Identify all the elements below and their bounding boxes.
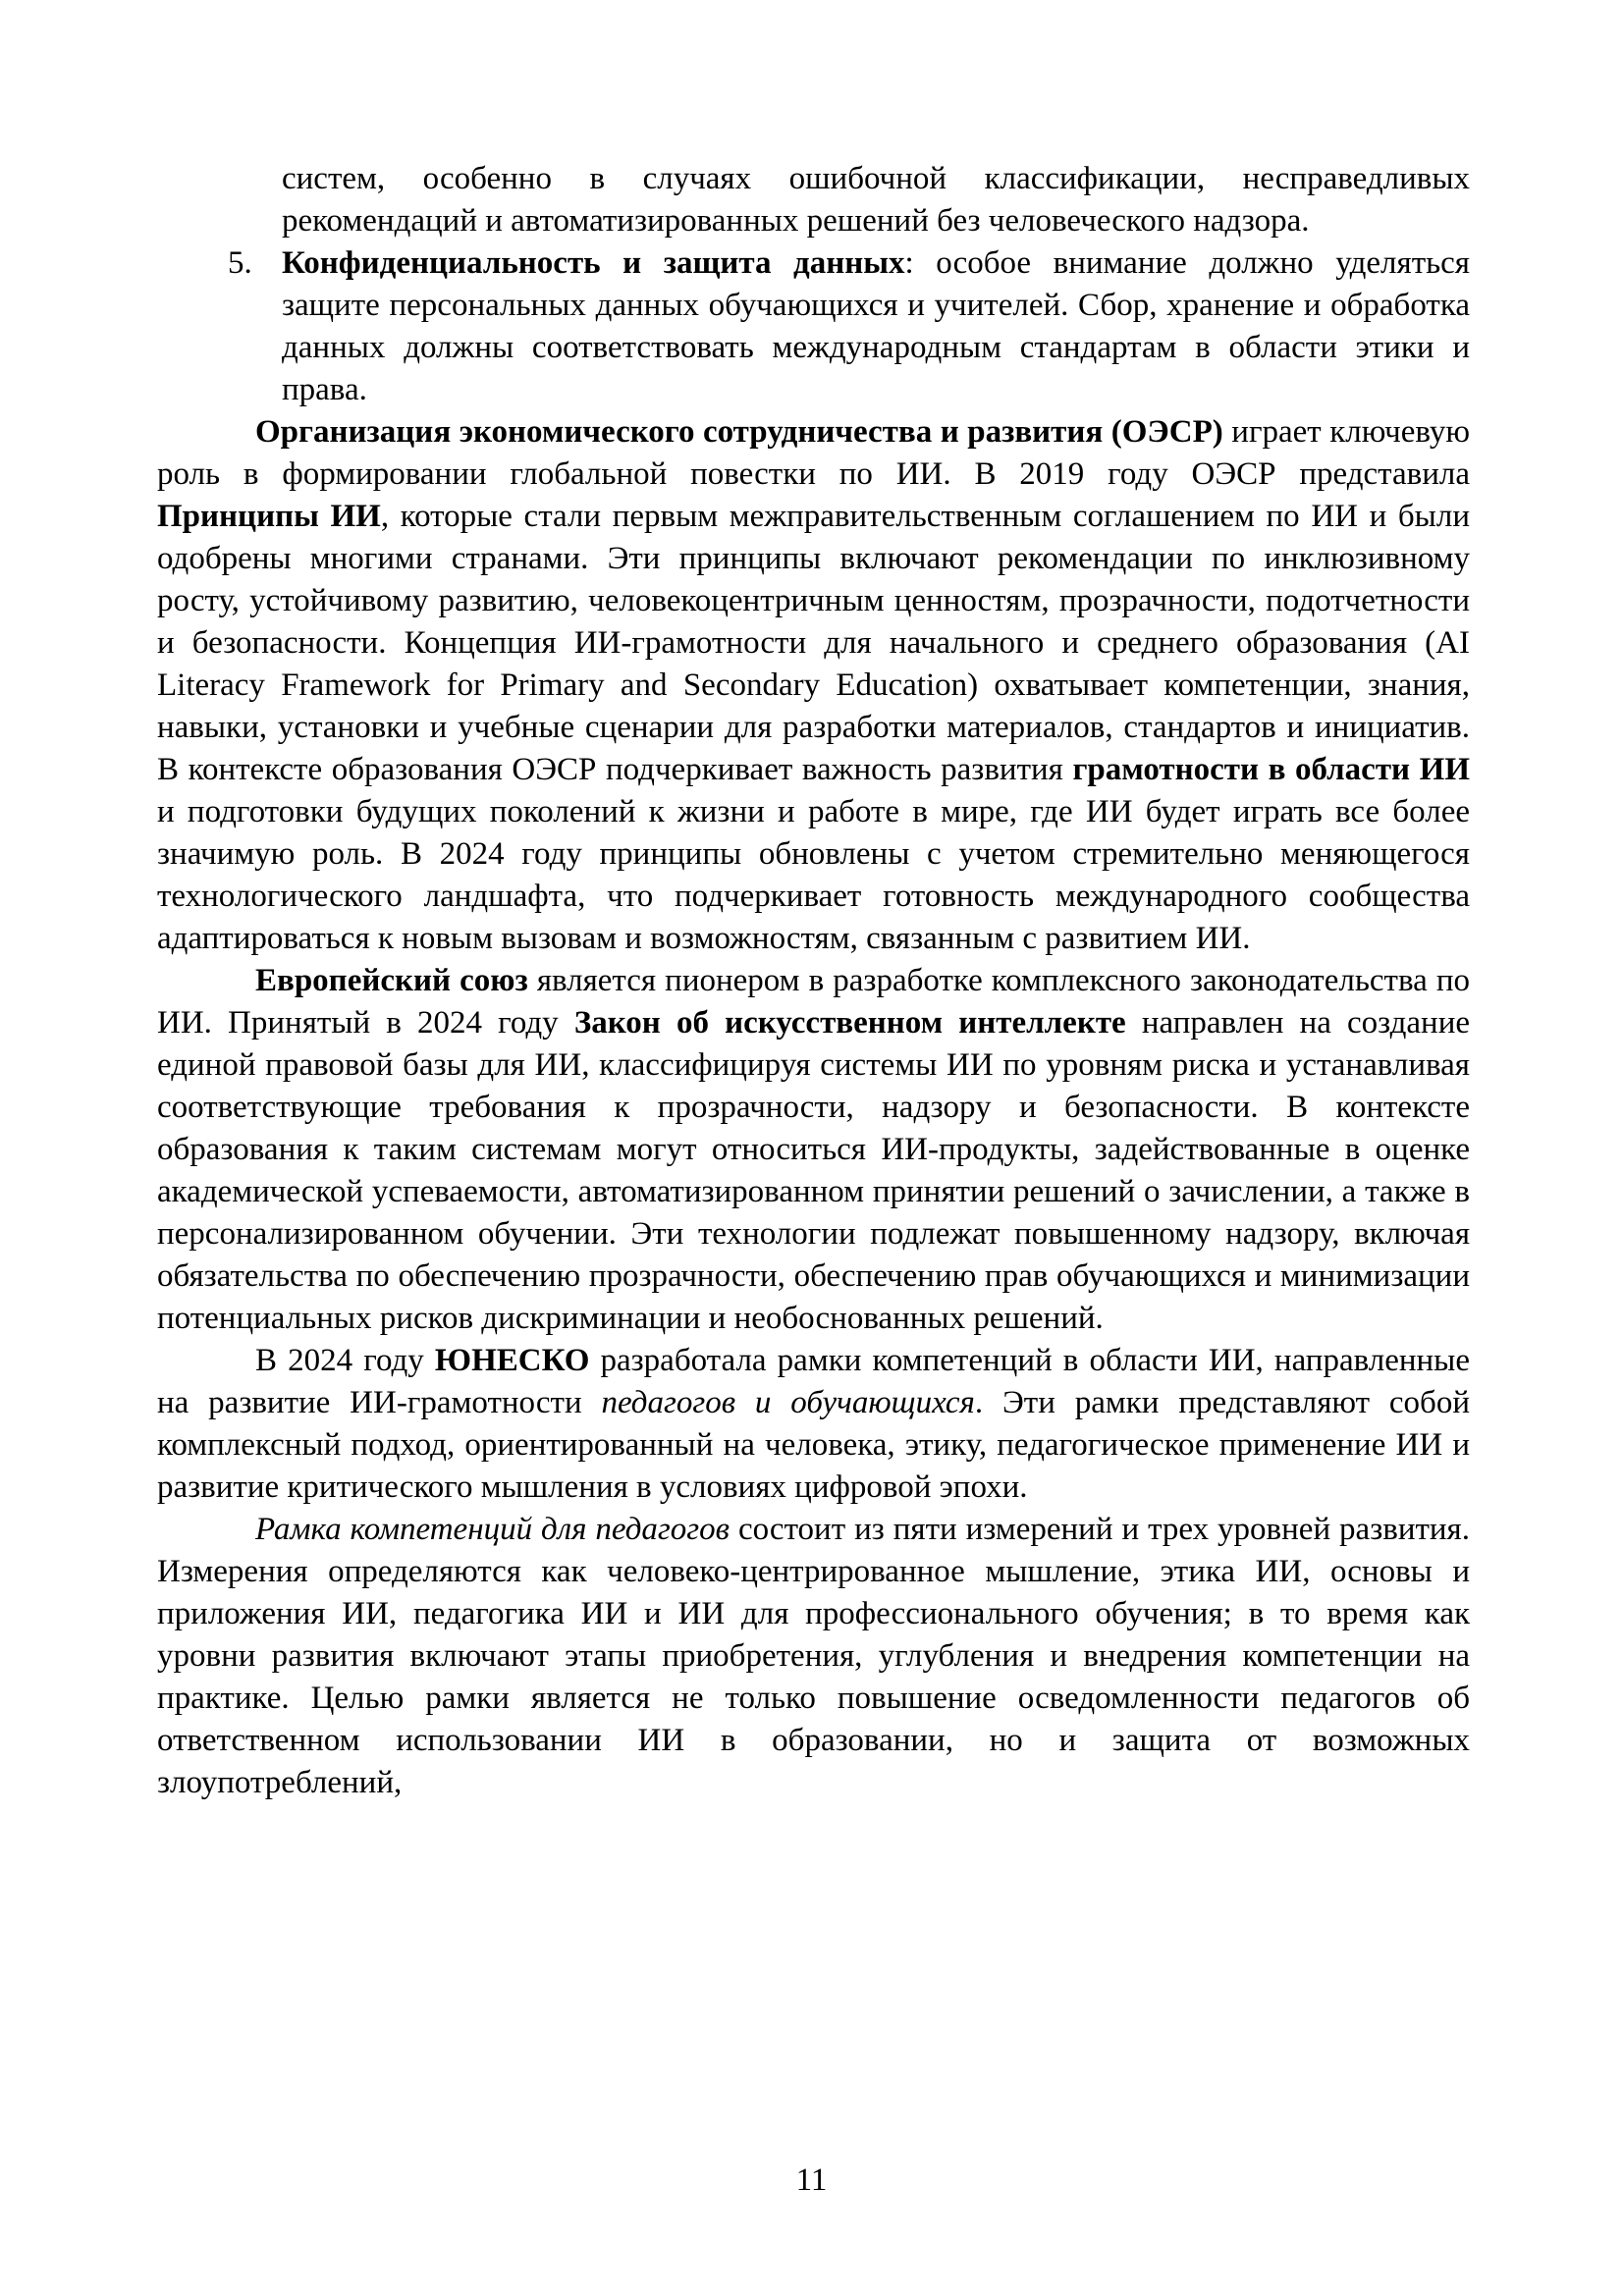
list-item-continuation bbox=[157, 158, 1470, 242]
text-run: Рамка компетенций для педагогов bbox=[255, 1512, 730, 1547]
text-run: направлен на создание единой правовой базы для ИИ, классифицируя системы ИИ по уровням риска и устанавливая соответствующие требования к прозрачности, надзору и безопасности. В контексте образования к таким системам могут относиться ИИ-продукты, задействованные в оценке академической успеваемости, автоматизированном принятии решений о зачислении, а также в персонализированном обучении. Эти технологии подлежат повышенному надзору, включая обязательства по обеспечению прозрачности, обеспечению прав обучающихся и минимизации потенциальных рисков дискриминации и необоснованных решений. bbox=[157, 1005, 1471, 1336]
text-run: ЮНЕСКО bbox=[434, 1343, 590, 1378]
text-run: В 2024 году bbox=[255, 1343, 435, 1378]
list-item-marker: 5. bbox=[228, 245, 252, 281]
text-run: состоит из пяти измерений и трех уровней развития. Измерения определяются как человеко-центрированное мышление, этика ИИ, основы и приложения ИИ, педагогика ИИ и ИИ для профессионального обучения; в то время как уровни развития включают этапы приобретения, углубления и внедрения компетенции на практике. Целью рамки является не только повышение осведомленности педагогов об ответственном использовании ИИ в образовании, но и защита от возможных злоупотреблений, bbox=[157, 1512, 1470, 1800]
text-run: : особое внимание должно уделяться защите персональных данных обучающихся и учителей. Сбор, хранение и обработка данных должны соответствовать международным стандартам в области этики и права. bbox=[282, 245, 1470, 407]
text-run: Конфиденциальность и защита данных bbox=[282, 245, 905, 281]
list-item bbox=[157, 242, 1470, 411]
text-run: систем, особенно в случаях ошибочной классификации, несправедливых рекомендаций и автоматизированных решений без человеческого надзора. bbox=[282, 161, 1470, 239]
text-run: Организация экономического сотрудничества и развития (ОЭСР) bbox=[255, 414, 1223, 450]
text-run: является пионером в разработке комплексного законодательства по ИИ. Принятый в 2024 году bbox=[157, 963, 1470, 1041]
text-run: Закон об искусственном интеллекте bbox=[573, 1005, 1126, 1041]
paragraph bbox=[157, 1340, 1470, 1509]
text-run: грамотности в области ИИ bbox=[1072, 752, 1470, 787]
page-number: 11 bbox=[795, 2163, 828, 2198]
text-run: Принципы ИИ bbox=[157, 499, 381, 534]
text-run: Европейский союз bbox=[255, 963, 528, 998]
text-run: . Эти рамки представляют собой комплексный подход, ориентированный на человека, этику, педагогическое применение ИИ и развитие критического мышления в условиях цифровой эпохи. bbox=[157, 1385, 1471, 1505]
text-run: и подготовки будущих поколений к жизни и работе в мире, где ИИ будет играть все более значимую роль. В 2024 году принципы обновлены с учетом стремительно меняющегося технологического ландшафта, что подчеркивает готовность международного сообщества адаптироваться к новым вызовам и возможностям, связанным с развитием ИИ. bbox=[157, 794, 1470, 956]
paragraph bbox=[157, 1509, 1470, 1804]
paragraph bbox=[157, 411, 1470, 960]
text-run: играет ключевую роль в формировании глобальной повестки по ИИ. В 2019 году ОЭСР представила bbox=[157, 414, 1470, 492]
text-run: разработала рамки компетенций в области ИИ, направленные на развитие ИИ-грамотности bbox=[157, 1343, 1470, 1420]
text-run: педагогов и обучающихся bbox=[601, 1385, 975, 1420]
page-content bbox=[157, 158, 1470, 1804]
paragraph bbox=[157, 960, 1470, 1340]
text-run: , которые стали первым межправительственным соглашением по ИИ и были одобрены многими странами. Эти принципы включают рекомендации по инклюзивному росту, устойчивому развитию, человекоцентричным ценностям, прозрачности, подотчетности и безопасности. Концепция ИИ-грамотности для начального и среднего образования (AI Literacy Framework for Primary and Secondary Education) охватывает компетенции, знания, навыки, установки и учебные сценарии для разработки материалов, стандартов и инициатив. В контексте образования ОЭСР подчеркивает важность развития bbox=[157, 499, 1470, 787]
